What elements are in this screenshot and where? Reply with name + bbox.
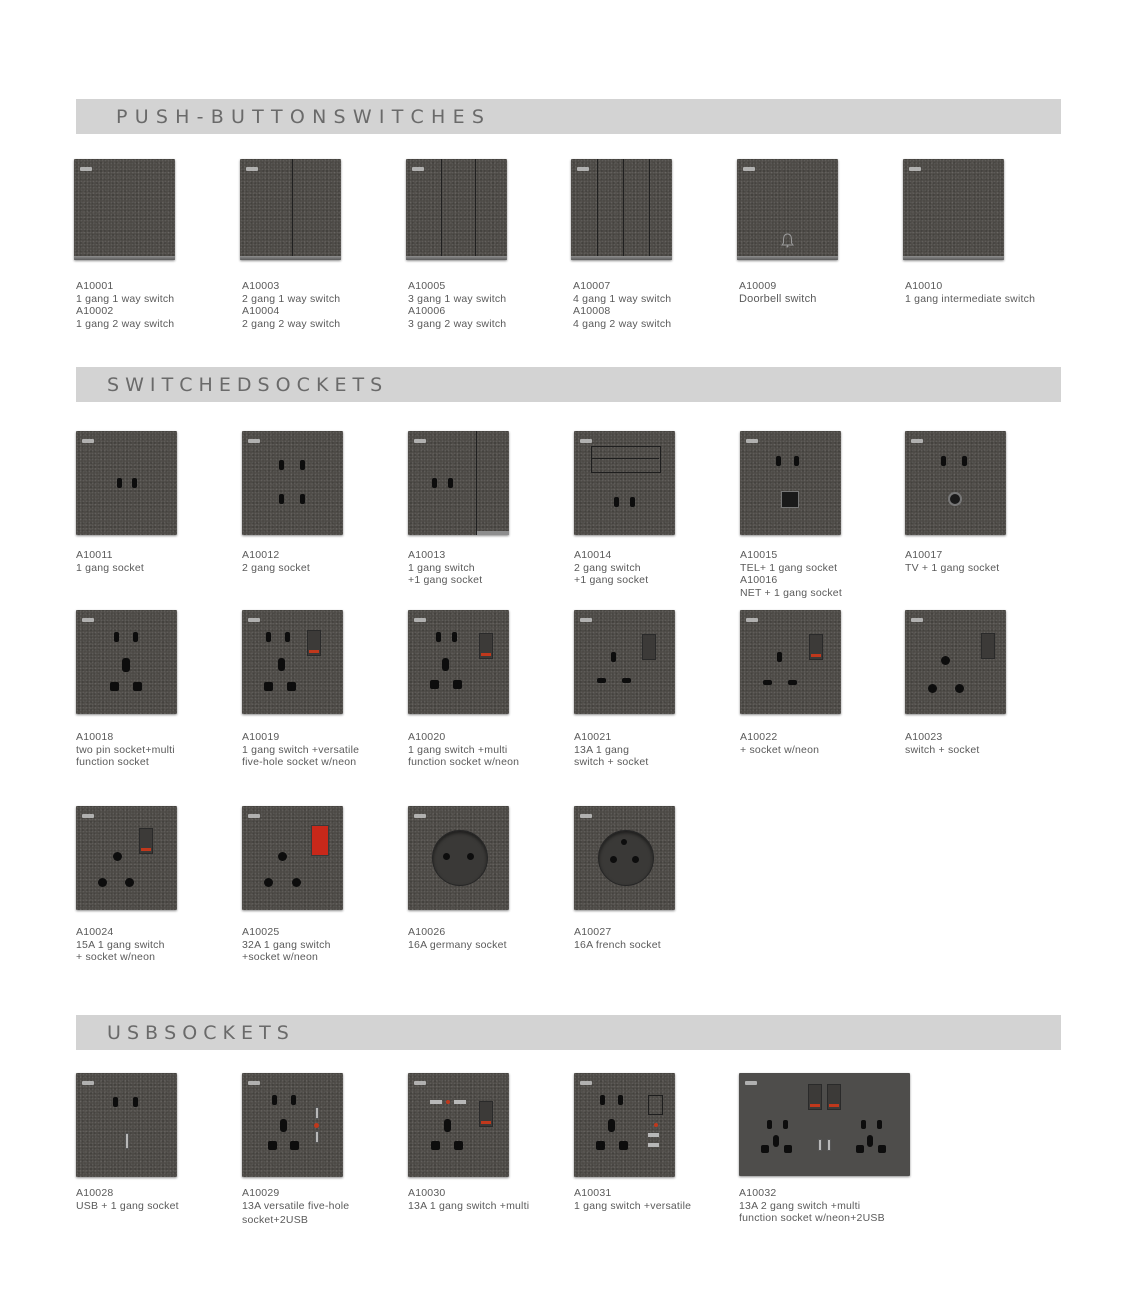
product-caption: A10010 1 gang intermediate switch — [905, 280, 1036, 305]
product-caption: A10031 1 gang switch +versatile — [574, 1187, 692, 1212]
brand-logo — [246, 167, 258, 171]
brand-logo — [412, 167, 424, 171]
product-image-french-socket — [574, 806, 675, 910]
brand-logo — [746, 439, 758, 443]
brand-logo — [911, 618, 923, 622]
brand-logo — [414, 1081, 426, 1085]
brand-logo — [82, 618, 94, 622]
product-image-3-gang-switch — [406, 159, 507, 260]
product-caption: A10009 Doorbell switch — [739, 280, 817, 305]
product-caption: A10023 switch + socket — [905, 731, 980, 756]
brand-logo — [82, 439, 94, 443]
product-image-intermediate-switch — [903, 159, 1004, 260]
product-caption: A10005 3 gang 1 way switch A10006 3 gang 2 way switch — [408, 280, 507, 330]
product-caption: A10014 2 gang switch +1 gang socket — [574, 549, 649, 586]
product-caption: A10024 15A 1 gang switch + socket w/neon — [76, 926, 165, 963]
brand-logo — [414, 814, 426, 818]
product-caption: A10007 4 gang 1 way switch A10008 4 gang 2 way switch — [573, 280, 672, 330]
usb-port — [125, 1133, 129, 1149]
product-image-doorbell-switch — [737, 159, 838, 260]
brand-logo — [580, 814, 592, 818]
brand-logo — [743, 167, 755, 171]
section-banner-usb-sockets — [76, 1015, 1061, 1050]
brand-logo — [746, 618, 758, 622]
product-caption: A10029 13A versatile five-hole socket+2USB — [242, 1187, 350, 1226]
usb-port — [315, 1131, 319, 1143]
brand-logo — [248, 814, 260, 818]
product-caption: A10019 1 gang switch +versatile five-hole socket w/neon — [242, 731, 360, 768]
brand-logo — [414, 618, 426, 622]
product-caption: A10027 16A french socket — [574, 926, 661, 951]
brand-logo — [580, 1081, 592, 1085]
product-caption: A10018 two pin socket+multi function socket — [76, 731, 175, 768]
product-caption: A10015 TEL+ 1 gang socket A10016 NET + 1 gang socket — [740, 549, 842, 599]
usb-port — [315, 1107, 319, 1119]
product-image-switch-socket-round — [905, 610, 1006, 714]
brand-logo — [248, 1081, 260, 1085]
product-caption: A10021 13A 1 gang switch + socket — [574, 731, 649, 768]
product-image-usb-1-gang-socket — [76, 1073, 177, 1177]
product-image-switch-five-hole-neon — [242, 610, 343, 714]
brand-logo — [248, 439, 260, 443]
product-caption: A10001 1 gang 1 way switch A10002 1 gang 2 way switch — [76, 280, 175, 330]
product-image-usb-five-hole-socket — [242, 1073, 343, 1177]
usb-port — [818, 1139, 822, 1151]
product-caption: A10011 1 gang socket — [76, 549, 144, 574]
product-image-two-pin-multi-socket — [76, 610, 177, 714]
product-image-2-gang-socket — [242, 431, 343, 535]
product-image-usb-2-gang-switch-multi-socket — [739, 1073, 910, 1176]
product-image-2-switch-socket — [574, 431, 675, 535]
product-caption: A10020 1 gang switch +multi function socket w/neon — [408, 731, 520, 768]
brand-logo — [82, 1081, 94, 1085]
product-image-tel-socket — [740, 431, 841, 535]
brand-logo — [80, 167, 92, 171]
bell-icon — [781, 233, 794, 248]
usb-port — [827, 1139, 831, 1151]
brand-logo — [577, 167, 589, 171]
section-title: S W I T C H E D S O C K E T S — [107, 374, 383, 396]
product-image-13a-switch-socket — [574, 610, 675, 714]
product-caption: A10028 USB + 1 gang socket — [76, 1187, 179, 1212]
brand-logo — [82, 814, 94, 818]
product-caption: A10022 + socket w/neon — [740, 731, 820, 756]
product-image-4-gang-switch — [571, 159, 672, 260]
brand-logo — [414, 439, 426, 443]
product-image-germany-socket — [408, 806, 509, 910]
product-image-1-gang-switch — [74, 159, 175, 260]
brand-logo — [580, 618, 592, 622]
product-image-tv-socket — [905, 431, 1006, 535]
product-caption: A10032 13A 2 gang switch +multi function socket w/neon+2USB — [739, 1187, 885, 1224]
product-image-socket-neon — [740, 610, 841, 714]
product-caption: A10003 2 gang 1 way switch A10004 2 gang 2 way switch — [242, 280, 341, 330]
product-image-switch-socket — [408, 431, 509, 535]
brand-logo — [909, 167, 921, 171]
product-image-15a-switch-socket — [76, 806, 177, 910]
product-caption: A10013 1 gang switch +1 gang socket — [408, 549, 483, 586]
product-image-1-gang-socket — [76, 431, 177, 535]
brand-logo — [911, 439, 923, 443]
product-caption: A10030 13A 1 gang switch +multi — [408, 1187, 530, 1212]
product-caption: A10012 2 gang socket — [242, 549, 310, 574]
section-banner-push-button — [76, 99, 1061, 134]
product-caption: A10026 16A germany socket — [408, 926, 507, 951]
product-caption: A10017 TV + 1 gang socket — [905, 549, 1000, 574]
product-image-2-gang-switch — [240, 159, 341, 260]
product-image-usb-switch-five-hole-neon — [574, 1073, 675, 1177]
brand-logo — [580, 439, 592, 443]
product-caption: A10025 32A 1 gang switch +socket w/neon — [242, 926, 331, 963]
section-banner-switched-sockets — [76, 367, 1061, 402]
product-image-32a-switch-socket — [242, 806, 343, 910]
product-image-switch-multi-socket-neon — [408, 610, 509, 714]
brand-logo — [745, 1081, 757, 1085]
product-image-usb-switch-multi-socket — [408, 1073, 509, 1177]
brand-logo — [248, 618, 260, 622]
section-title: U S B S O C K E T S — [107, 1022, 289, 1044]
section-title: P U S H - B U T T O N S W I T C H E S — [116, 106, 485, 128]
